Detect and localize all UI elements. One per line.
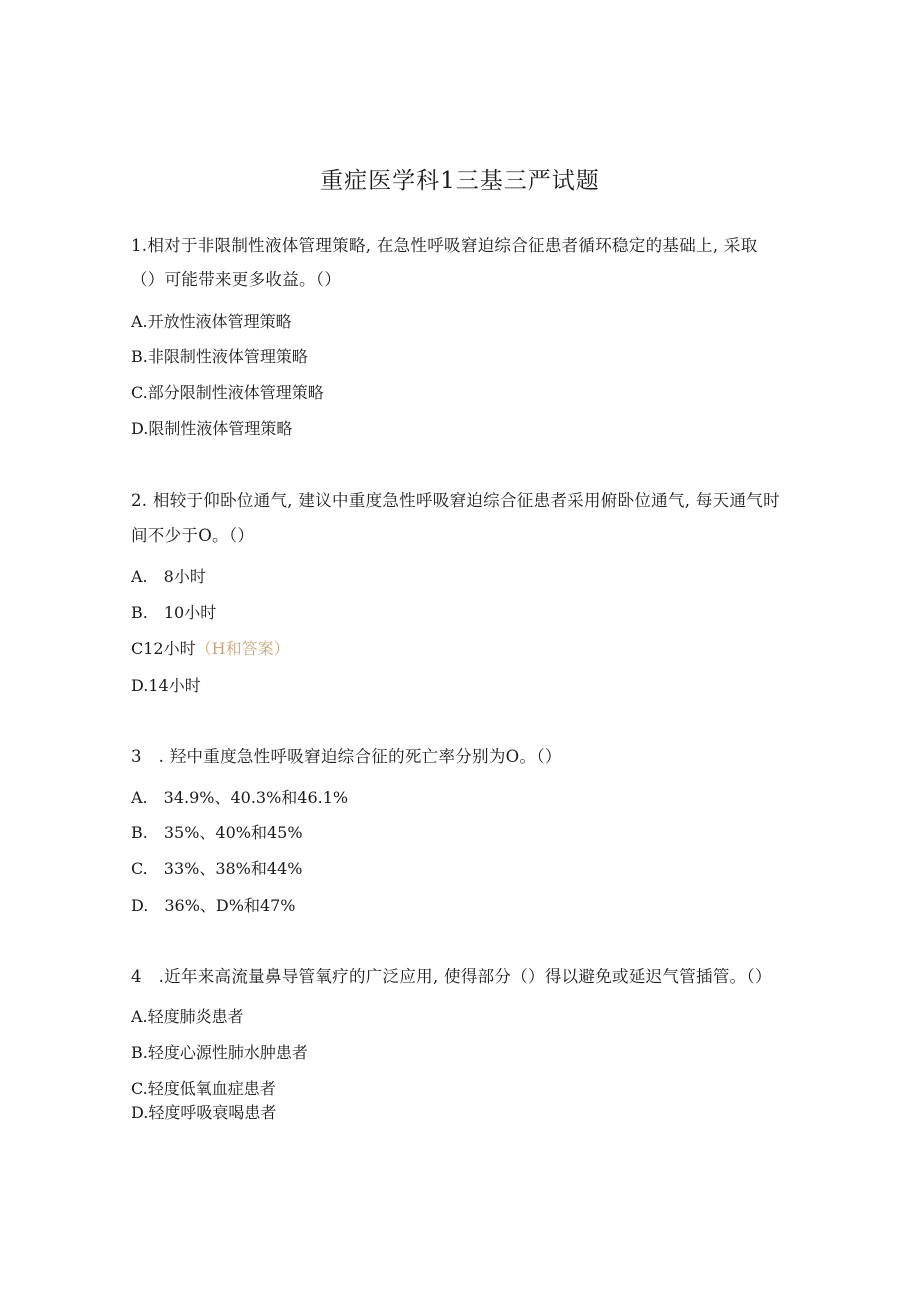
answer-hint: （H和答案）	[195, 639, 290, 658]
question-3-option-b: B. 35%、40%和45%	[131, 823, 303, 842]
question-2-option-c: C12小时	[131, 639, 196, 658]
question-1-stem-line-1: 1.相对于非限制性液体管理策略, 在急性呼吸窘迫综合征患者循环稳定的基础上, 采取	[131, 236, 758, 255]
question-1-option-d: D.限制性液体管理策略	[131, 419, 293, 438]
question-1-option-a: A.开放性液体管理策略	[131, 312, 292, 331]
question-4-option-d: D.轻度呼吸衰喝患者	[131, 1103, 277, 1122]
question-3-option-c: C. 33%、38%和44%	[131, 859, 303, 878]
question-2-option-c-row	[131, 639, 290, 659]
page-title: 重症医学科1三基三严试题	[320, 168, 600, 194]
question-4-option-b: B.轻度心源性肺水肿患者	[131, 1043, 308, 1062]
question-3-option-a: A. 34.9%、40.3%和46.1%	[131, 788, 349, 807]
question-4-stem-line-1: 4 .近年来高流量鼻导管氧疗的广泛应用, 使得部分（）得以避免或延迟气管插管。（）	[131, 967, 772, 986]
question-2-option-d: D.14小时	[131, 676, 201, 695]
question-2-option-a: A. 8小时	[131, 567, 206, 586]
question-2-stem-line-2: 间不少于O。（）	[131, 526, 255, 545]
question-1-stem-line-2: （）可能带来更多收益。（）	[131, 270, 342, 289]
question-2-option-b: B. 10小时	[131, 603, 217, 622]
question-1-option-c: C.部分限制性液体管理策略	[131, 383, 324, 402]
question-2-stem-line-1: 2. 相较于仰卧位通气, 建议中重度急性呼吸窘迫综合征患者采用俯卧位通气, 每天通气时	[131, 491, 780, 510]
question-1-option-b: B.非限制性液体管理策略	[131, 347, 308, 366]
question-4-option-c: C.轻度低氧血症患者	[131, 1079, 276, 1098]
question-4-option-a: A.轻度肺炎患者	[131, 1007, 244, 1026]
question-3-option-d: D. 36%、D%和47%	[131, 896, 296, 915]
question-3-stem-line-1: 3 . 羟中重度急性呼吸窘迫综合征的死亡率分别为O。（）	[131, 747, 562, 766]
